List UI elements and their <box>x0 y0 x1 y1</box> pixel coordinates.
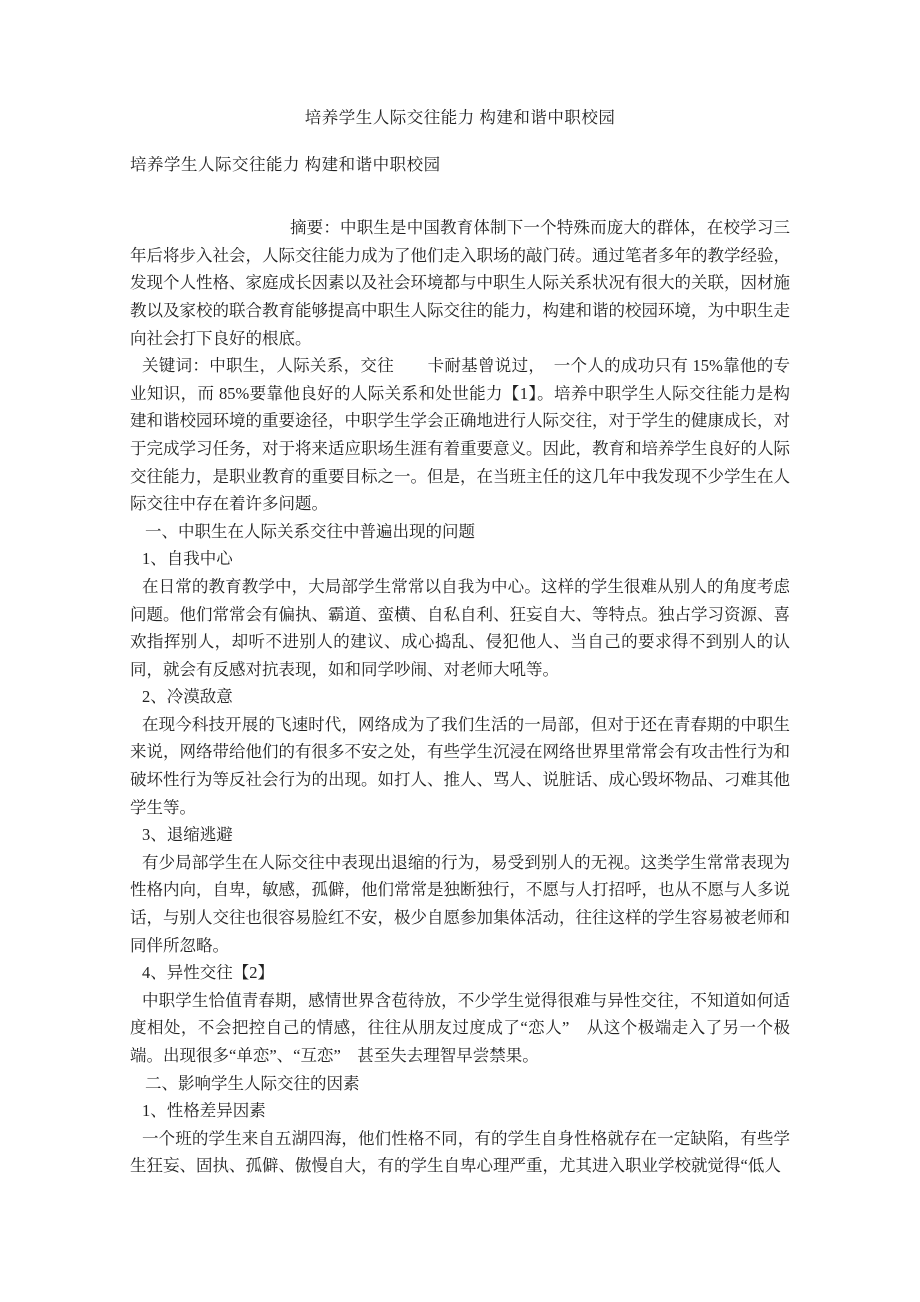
sub-heading-1-2: 2、冷漠敌意 <box>142 687 233 707</box>
body-paragraph-self-centered: 在日常的教育教学中，大局部学生常常以自我为中心。这样的学生很难从别人的角度考虑问题。他们常常会有偏执、霸道、蛮横、自私自利、狂妄自大、等特点。独占学习资源、喜欢指挥别人，却听不进别人的建议、成心捣乱、侵犯他人、当自己的要求得不到别人的认同，就会有反感对抗表现，如和同学吵闹、对老师大吼等。 <box>130 576 790 679</box>
abstract-paragraph: 摘要：中职生是中国教育体制下一个特殊而庞大的群体，在校学习三年后将步入社会，人际交往能力成为了他们走入职场的敲门砖。通过笔者多年的教学经验，发现个人性格、家庭成长因素以及社会环境都与中职生人际关系状况有很大的关联，因材施教以及家校的联合教育能够提高中职生人际交往的能力，构建和谐的校园环境，为中职生走向社会打下良好的根底。 <box>130 218 790 348</box>
sub-heading-1-4: 4、异性交往【2】 <box>142 963 274 983</box>
body-paragraph-personality: 一个班的学生来自五湖四海，他们性格不同，有的学生自身性格就存在一定缺陷，有些学生狂妄、固执、孤僻、傲慢自大，有的学生自卑心理严重，尤其进入职业学校就觉得“低人 <box>130 1128 790 1176</box>
document-title-repeat: 培养学生人际交往能力 构建和谐中职校园 <box>130 154 441 174</box>
sub-heading-2-1: 1、性格差异因素 <box>142 1101 266 1121</box>
keywords-paragraph: 关键词：中职生，人际关系，交往 卡耐基曾说过， 一个人的成功只有 15%靠他的专业知识，而 85%要靠他良好的人际关系和处世能力【1】。培养中职学生人际交往能力是构建和谐校园环境的重要途径，中职学生学会正确地进行人际交往，对于学生的健康成长，对于完成学习任务，对于将来适应职场生涯有着重要意义。因此，教育和培养学生良好的人际交往能力，是职业教育的重要目标之一。但是，在当班主任的这几年中我发现不少学生在人际交往中存在着许多问题。 <box>130 356 790 514</box>
document-title-centered: 培养学生人际交往能力 构建和谐中职校园 <box>304 108 616 127</box>
section-heading-1: 一、中职生在人际关系交往中普遍出现的问题 <box>145 521 475 541</box>
body-paragraph-opposite-sex: 中职学生恰值青春期，感情世界含苞待放，不少学生觉得很难与异性交往，不知道如何适度相处，不会把控自己的情感，往往从朋友过度成了“恋人” 从这个极端走入了另一个极端。出现很多“单恋”、“互恋” 甚至失去理智早尝禁果。 <box>130 990 790 1065</box>
sub-heading-1-1: 1、自我中心 <box>142 549 233 569</box>
body-paragraph-withdrawal: 有少局部学生在人际交往中表现出退缩的行为，易受到别人的无视。这类学生常常表现为性格内向，自卑，敏感，孤僻，他们常常是独断独行，不愿与人打招呼，也从不愿与人多说话，与别人交往也很容易脸红不安，极少自愿参加集体活动，往往这样的学生容易被老师和同伴所忽略。 <box>130 852 790 955</box>
document-body <box>130 214 790 1180</box>
sub-heading-1-3: 3、退缩逃避 <box>142 825 233 845</box>
body-paragraph-hostility: 在现今科技开展的飞速时代，网络成为了我们生活的一局部，但对于还在青春期的中职生来说，网络带给他们的有很多不安之处，有些学生沉浸在网络世界里常常会有攻击性行为和破坏性行为等反社会行为的出现。如打人、推人、骂人、说脏话、成心毁坏物品、刁难其他学生等。 <box>130 714 790 817</box>
section-heading-2: 二、影响学生人际交往的因素 <box>145 1073 360 1093</box>
